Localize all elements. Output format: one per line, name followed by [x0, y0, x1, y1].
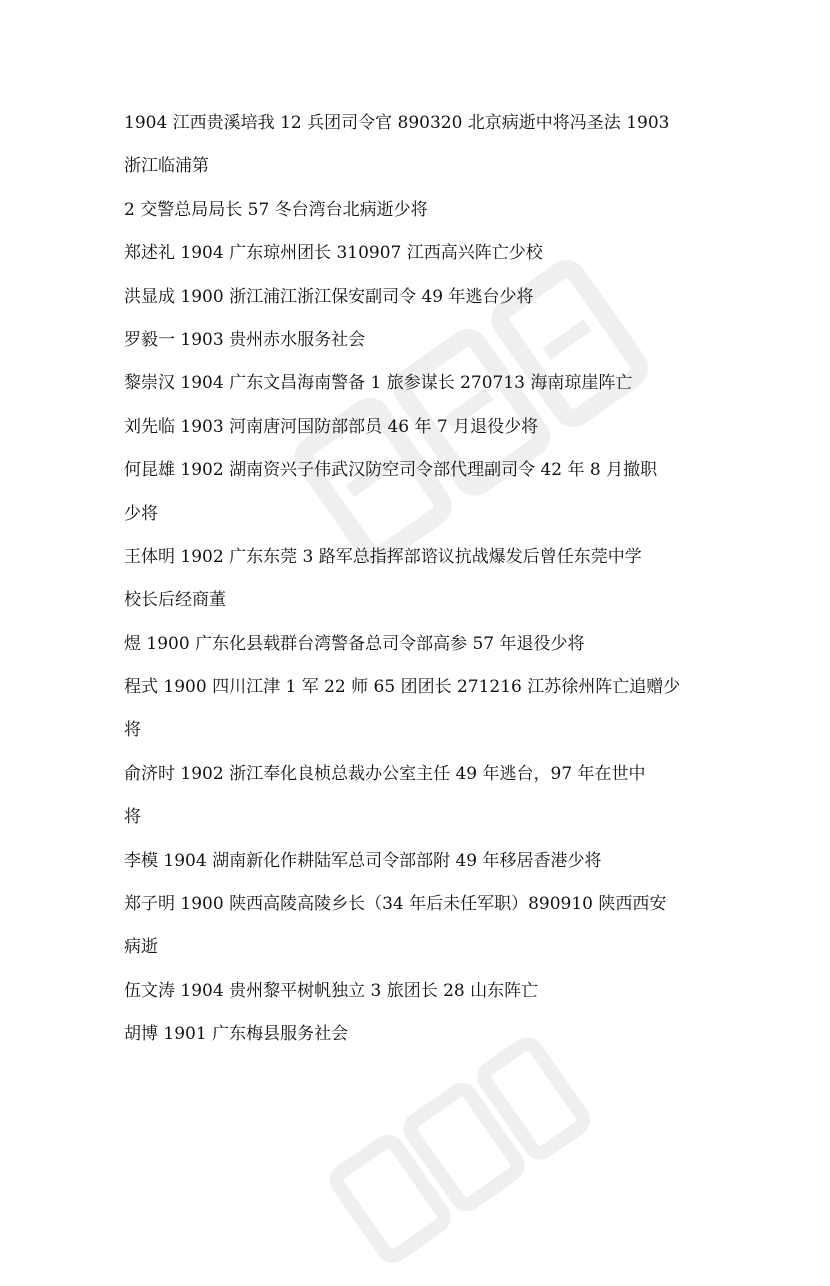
text-line: 1904 江西贵溪培我 12 兵团司令官 890320 北京病逝中将冯圣法 1903	[124, 113, 670, 133]
text-line: 何昆雄 1902 湖南资兴子伟武汉防空司令部代理副司令 42 年 8 月撤职	[124, 460, 658, 481]
text-line: 郑述礼 1904 广东琼州团长 310907 江西高兴阵亡少校	[124, 243, 543, 264]
text-line: 刘先临 1903 河南唐河国防部部员 46 年 7 月退役少将	[124, 416, 539, 437]
text-line: 洪显成 1900 浙江浦江浙江保安副司令 49 年逃台少将	[124, 286, 534, 307]
text-line: 罗毅一 1903 贵州赤水服务社会	[124, 329, 366, 350]
text-line: 伍文涛 1904 贵州黎平树帆独立 3 旅团长 28 山东阵亡	[124, 980, 539, 1001]
text-line: 郑子明 1900 陕西高陵高陵乡长（34 年后未任军职）890910 陕西西安	[124, 894, 667, 915]
text-line: 校长后经商董	[124, 590, 226, 611]
text-line: 李模 1904 湖南新化作耕陆军总司令部部附 49 年移居香港少将	[124, 850, 602, 871]
watermark-logo-icon	[313, 1018, 606, 1282]
text-line: 胡博 1901 广东梅县服务社会	[124, 1024, 349, 1045]
text-line: 程式 1900 四川江津 1 军 22 师 65 团团长 271216 江苏徐州阵亡追赠少	[124, 677, 681, 698]
text-line: 将	[124, 720, 141, 741]
text-line: 黎崇汉 1904 广东文昌海南警备 1 旅参谋长 270713 海南琼崖阵亡	[124, 373, 633, 394]
text-line: 俞济时 1902 浙江奉化良桢总裁办公室主任 49 年逃台，97 年在世中	[124, 763, 646, 784]
text-line: 病逝	[124, 937, 158, 958]
text-line: 少将	[124, 503, 158, 524]
text-line: 浙江临浦第	[124, 156, 209, 177]
document-body	[124, 102, 714, 1057]
text-line: 将	[124, 807, 141, 828]
text-line: 王体明 1902 广东东莞 3 路军总指挥部谘议抗战爆发后曾任东莞中学	[124, 546, 642, 567]
text-line: 2 交警总局局长 57 冬台湾台北病逝少将	[124, 199, 428, 220]
text-line: 煜 1900 广东化县载群台湾警备总司令部高参 57 年退役少将	[124, 633, 585, 654]
